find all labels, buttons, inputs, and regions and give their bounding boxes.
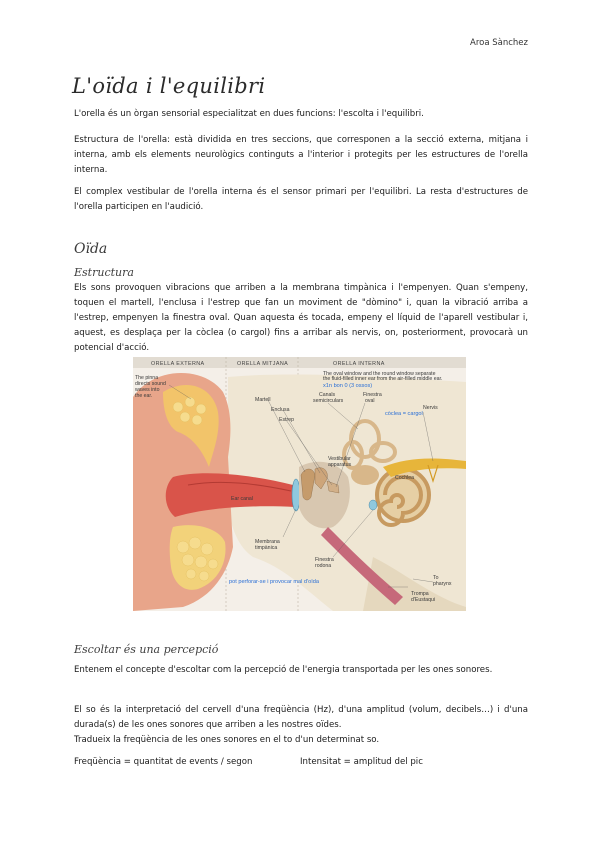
label-canal: Ear canal xyxy=(231,496,253,502)
label-timpa-1: Membrana xyxy=(255,539,280,545)
label-nervis: Nervis xyxy=(423,405,438,411)
header-orella-externa: ORELLA EXTERNA xyxy=(151,361,205,367)
label-pinna-2: directs sound xyxy=(135,381,166,387)
subheading-estructura: Estructura xyxy=(74,266,134,279)
ear-diagram xyxy=(133,357,466,611)
author-name: Aroa Sànchez xyxy=(470,38,528,48)
estructura-paragraph: Els sons provoquen vibracions que arriben a la membrana timpànica i l'empenyen. Quan s'empeny, toquen el martell, l'enclusa i l'estrep que fan un moviment de "dòmino" i, quan la vibració arriba a l'estrep, empenyen la finestra oval. Quan aquesta és tocada, empeny el líquid de l'aparell vestibular i, aquest, es desplaça per la còclea (o cargol) fins a arribar als nervis, on, posteriorment, provocarà un potencial d'acció. xyxy=(74,283,528,353)
intro-paragraph: L'orella és un òrgan sensorial especialitzat en dues funcions: l'escolta i l'equilibri. xyxy=(74,109,424,119)
label-vestibular-1: Vestibular xyxy=(328,456,351,462)
note-coclea: còclea = cargol xyxy=(385,411,423,417)
tympanic-membrane xyxy=(292,479,300,511)
label-trompa-1: Trompa xyxy=(411,591,429,597)
label-trompa-2: d'Eustaqui xyxy=(411,597,436,603)
label-canals-2: semicirculars xyxy=(313,398,344,404)
label-martell: Martell xyxy=(255,397,271,403)
label-pinna-1: The pinna xyxy=(135,375,159,381)
label-pinna-4: the ear. xyxy=(135,393,153,399)
tradueix-paragraph: Tradueix la freqüència de les ones sonores en el to d'un determinat so. xyxy=(74,735,380,745)
section-heading-oida: Oïda xyxy=(74,241,108,257)
label-cochlea: Cochlea xyxy=(395,475,415,481)
escoltar-paragraph: Entenem el concepte d'escoltar com la percepció de l'energia transportada per les ones sonores. xyxy=(74,665,493,675)
label-canals-1: Canals xyxy=(319,392,336,398)
note-timpa: pot perforar-se i provocar mal d'oïda xyxy=(229,579,319,585)
label-pharynx-2: pharynx xyxy=(433,581,452,587)
ear-anatomy-figure xyxy=(133,357,466,611)
so-paragraph: El so és la interpretació del cervell d'una freqüència (Hz), d'una amplitud (volum, decibels…) i d'una durada(s) de les ones sonores que arriben a les nostres oïdes. xyxy=(74,705,528,730)
label-finestra-oval-1: Finestra xyxy=(363,392,382,398)
label-finestra-rodona-2: rodona xyxy=(315,563,332,569)
header-orella-interna: ORELLA INTERNA xyxy=(333,361,385,367)
vestibular-paragraph: El complex vestibular de l'orella interna és el sensor primari per l'equilibri. La resta d'estructures de l'orella participen en l'audició. xyxy=(74,187,528,212)
label-inner-note-1: The oval window and the round window separate xyxy=(323,371,436,377)
formula-intensitat: Intensitat = amplitud del pic xyxy=(300,757,423,767)
label-finestra-oval-2: oval xyxy=(365,398,375,404)
label-enclusa: Enclusa xyxy=(271,407,290,413)
label-finestra-rodona-1: Finestra xyxy=(315,557,334,563)
label-inner-note-2: the fluid-filled inner ear from the air-filled middle ear. xyxy=(323,376,443,382)
label-estrep: Estrep xyxy=(279,417,294,423)
label-pinna-3: waves into xyxy=(135,387,160,393)
structure-paragraph: Estructura de l'orella: està dividida en tres seccions, que corresponen a la secció externa, mitjana i interna, amb els elements neurològics continguts a l'interior i protegits per les estructures de l'orella interna. xyxy=(74,135,528,175)
label-pharynx-1: To xyxy=(433,575,439,581)
note-oval: x1n bon 0 (3 ossos) xyxy=(323,383,373,389)
label-vestibular-2: apparatus xyxy=(328,462,352,468)
subheading-escoltar: Escoltar és una percepció xyxy=(74,643,219,656)
page-title: L'oïda i l'equilibri xyxy=(72,74,266,98)
header-orella-mitjana: ORELLA MITJANA xyxy=(237,361,289,367)
label-timpa-2: timpànica xyxy=(255,545,278,551)
formula-frequencia: Freqüència = quantitat de events / segon xyxy=(74,757,253,767)
